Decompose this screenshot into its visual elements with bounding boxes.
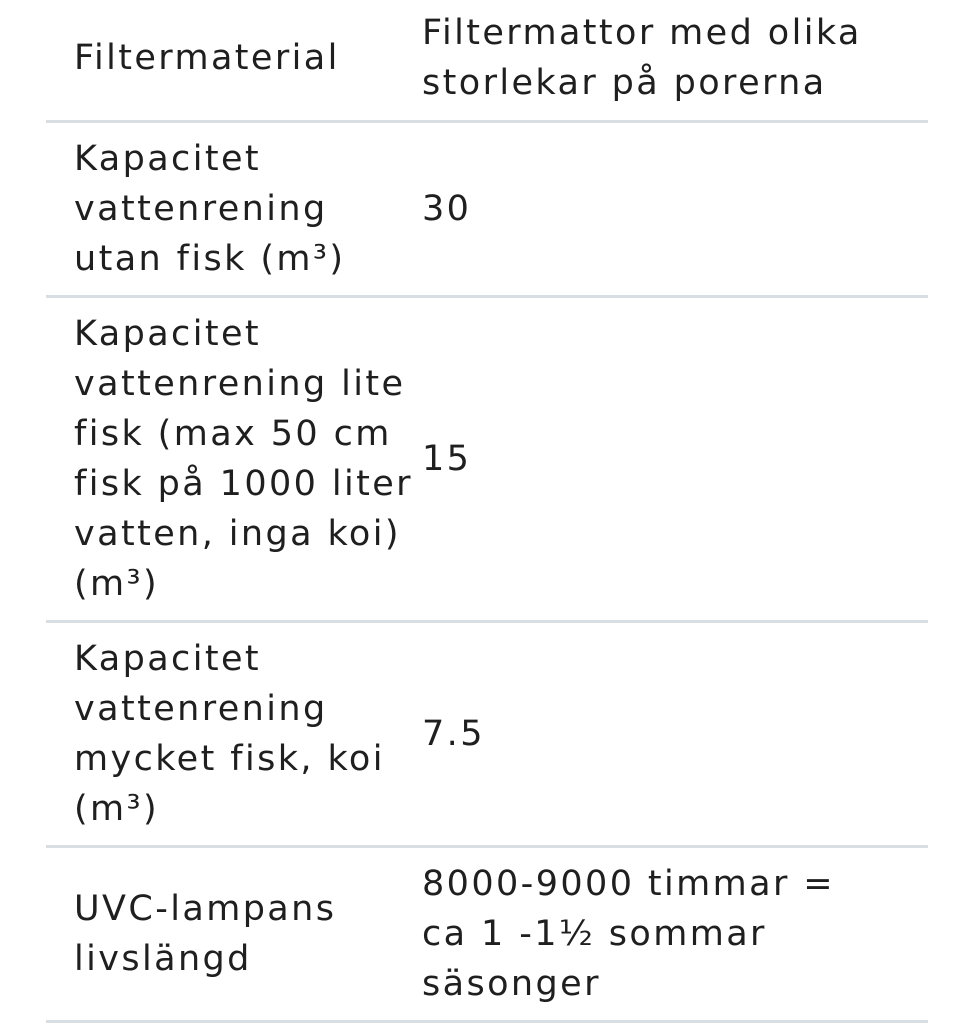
row-label: Filtermaterial — [74, 38, 340, 78]
row-label-cell — [46, 33, 422, 83]
row-value: Filtermattor med olika storlekar på porerna — [422, 13, 862, 103]
row-label: Kapacitet vattenrening mycket fisk, koi (m³) — [74, 639, 385, 829]
row-value: 8000-9000 timmar = ca 1 -1½ sommar säsonger — [422, 864, 836, 1004]
row-label-cell — [46, 134, 422, 284]
table-row — [46, 848, 928, 1023]
table-row — [46, 298, 928, 623]
table-row — [46, 623, 928, 848]
row-value-cell — [422, 859, 928, 1009]
row-label: UVC-lampans livslängd — [74, 889, 337, 979]
row-label: Kapacitet vattenrening utan fisk (m³) — [74, 139, 346, 279]
table-row — [46, 123, 928, 298]
row-label-cell — [46, 634, 422, 834]
row-value: 7.5 — [422, 714, 485, 754]
row-value-cell — [422, 184, 928, 234]
row-label: Kapacitet vattenrening lite fisk (max 50 cm fisk på 1000 liter vatten, inga koi) (m³) — [74, 314, 413, 604]
row-value: 15 — [422, 439, 472, 479]
row-label-cell — [46, 309, 422, 609]
row-value-cell — [422, 8, 928, 108]
spec-table — [46, 0, 928, 1023]
row-label-cell — [46, 884, 422, 984]
row-value: 30 — [422, 189, 472, 229]
row-value-cell — [422, 434, 928, 484]
table-row — [46, 0, 928, 123]
row-value-cell — [422, 709, 928, 759]
